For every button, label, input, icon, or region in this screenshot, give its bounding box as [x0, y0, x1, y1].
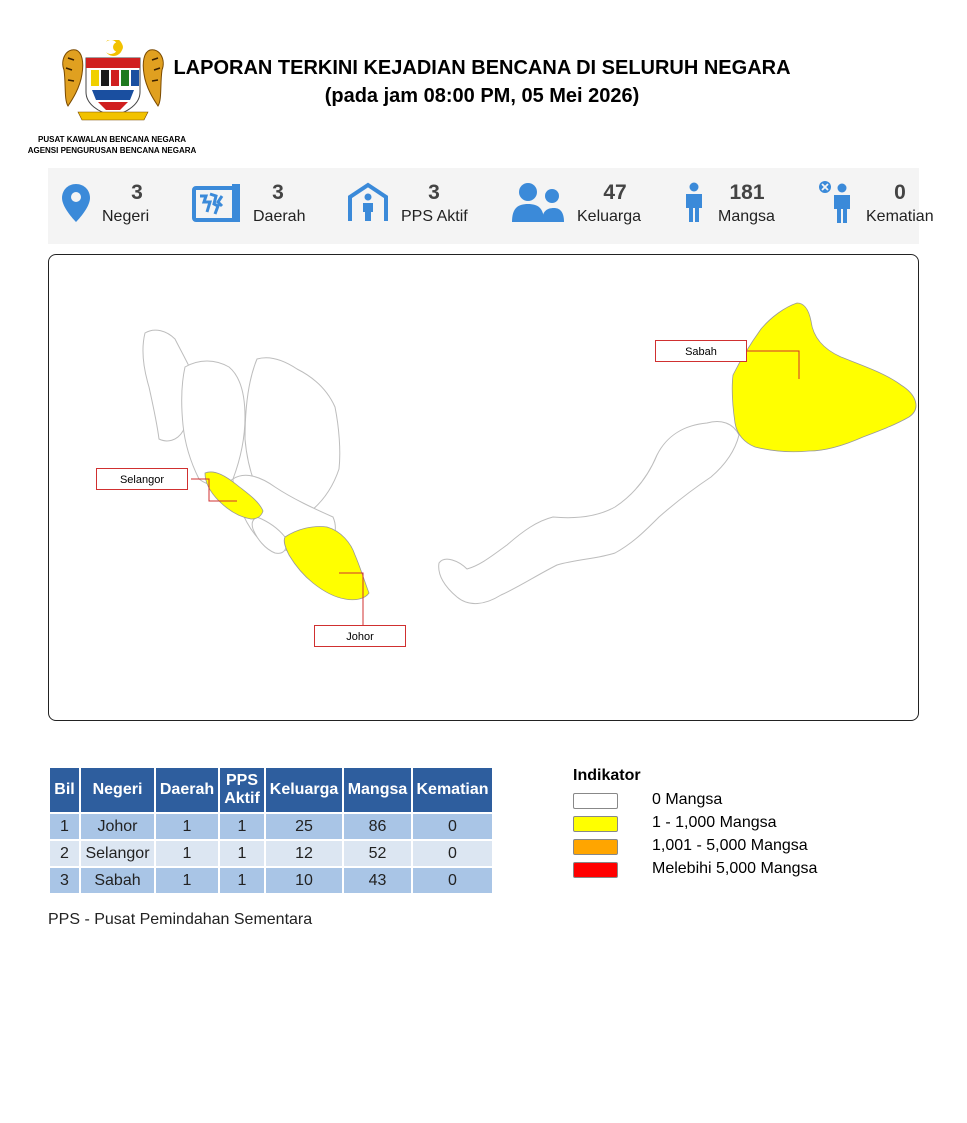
column-header: Keluarga: [266, 768, 342, 812]
stat-label: Kematian: [866, 208, 934, 225]
map-pin-icon: [60, 182, 92, 229]
cell-pps-aktif: 1: [220, 841, 264, 866]
cell-negeri: Sabah: [81, 868, 154, 893]
stat-value: 3: [428, 181, 440, 204]
cell-kematian: 0: [413, 868, 492, 893]
table-row: [50, 868, 492, 893]
cell-mangsa: 52: [344, 841, 411, 866]
cell-bil: 1: [50, 814, 79, 839]
map-label-sabah: Sabah: [655, 340, 747, 362]
column-header: Kematian: [413, 768, 492, 812]
district-map-icon: [192, 182, 242, 229]
page-subtitle: (pada jam 08:00 PM, 05 Mei 2026): [324, 85, 640, 107]
stat-label: Negeri: [102, 208, 150, 225]
stat-value: 3: [131, 181, 143, 204]
malaysia-map: [48, 254, 919, 721]
column-header: PPS Aktif: [220, 768, 264, 812]
shelter-icon: [346, 181, 390, 228]
cell-daerah: 1: [156, 814, 218, 839]
cell-bil: 3: [50, 868, 79, 893]
cell-kematian: 0: [413, 814, 492, 839]
person-icon: [682, 182, 706, 229]
legend-label: 0 Mangsa: [652, 791, 723, 808]
map-label-johor: Johor: [314, 625, 406, 647]
disaster-summary-table: [48, 766, 494, 895]
cell-keluarga: 10: [266, 868, 342, 893]
agency-line-2: AGENSI PENGURUSAN BENCANA NEGARA: [27, 146, 197, 155]
cell-keluarga: 25: [266, 814, 342, 839]
agency-name: [20, 134, 204, 156]
stat-label: PPS Aktif: [401, 208, 468, 225]
cell-pps-aktif: 1: [220, 814, 264, 839]
legend-item: [573, 814, 777, 837]
stat-label: Keluarga: [577, 208, 642, 225]
stat-kematian: [818, 168, 934, 244]
column-header: Bil: [50, 768, 79, 812]
table-row: [50, 814, 492, 839]
legend-swatch: [573, 862, 618, 878]
map-region-sabah: [732, 303, 916, 452]
legend-swatch: [573, 816, 618, 832]
cell-negeri: Selangor: [81, 841, 154, 866]
stat-negeri: [60, 168, 180, 244]
legend-label: 1 - 1,000 Mangsa: [652, 814, 777, 831]
cell-bil: 2: [50, 841, 79, 866]
legend-swatch: [573, 839, 618, 855]
stat-value: 47: [603, 181, 627, 204]
cell-daerah: 1: [156, 868, 218, 893]
legend-title: Indikator: [573, 767, 641, 784]
cell-kematian: 0: [413, 841, 492, 866]
family-icon: [510, 182, 566, 229]
cell-negeri: Johor: [81, 814, 154, 839]
report-title-block: [150, 54, 814, 110]
map-region-sarawak: [439, 422, 739, 604]
cell-mangsa: 86: [344, 814, 411, 839]
deceased-person-icon: [818, 180, 854, 229]
stat-value: 3: [272, 181, 284, 204]
map-region-perak: [182, 361, 245, 485]
table-row: [50, 841, 492, 866]
map-region-johor: [284, 526, 369, 599]
stat-value: 0: [894, 181, 906, 204]
agency-line-1: PUSAT KAWALAN BENCANA NEGARA: [38, 135, 186, 144]
legend-item: [573, 791, 723, 814]
column-header: Daerah: [156, 768, 218, 812]
table-header-row: [50, 768, 492, 812]
cell-mangsa: 43: [344, 868, 411, 893]
stat-pps-aktif: [346, 168, 476, 244]
stat-value: 181: [729, 181, 765, 204]
cell-keluarga: 12: [266, 841, 342, 866]
column-header: Negeri: [81, 768, 154, 812]
map-label-selangor: Selangor: [96, 468, 188, 490]
legend-swatch: [573, 793, 618, 809]
legend-label: Melebihi 5,000 Mangsa: [652, 860, 818, 877]
column-header: Mangsa: [344, 768, 411, 812]
stat-daerah: [192, 168, 322, 244]
legend-label: 1,001 - 5,000 Mangsa: [652, 837, 808, 854]
summary-stats-bar: [48, 168, 934, 244]
legend-item: [573, 837, 808, 860]
stat-keluarga: [510, 168, 650, 244]
cell-pps-aktif: 1: [220, 868, 264, 893]
footnote: PPS - Pusat Pemindahan Sementara: [48, 911, 313, 928]
stat-mangsa: [682, 168, 802, 244]
stat-label: Mangsa: [718, 208, 775, 225]
stat-label: Daerah: [253, 208, 306, 225]
page-title: LAPORAN TERKINI KEJADIAN BENCANA DI SELURUH NEGARA: [173, 57, 791, 79]
legend-item: [573, 860, 818, 883]
cell-daerah: 1: [156, 841, 218, 866]
map-legend: [573, 767, 818, 883]
